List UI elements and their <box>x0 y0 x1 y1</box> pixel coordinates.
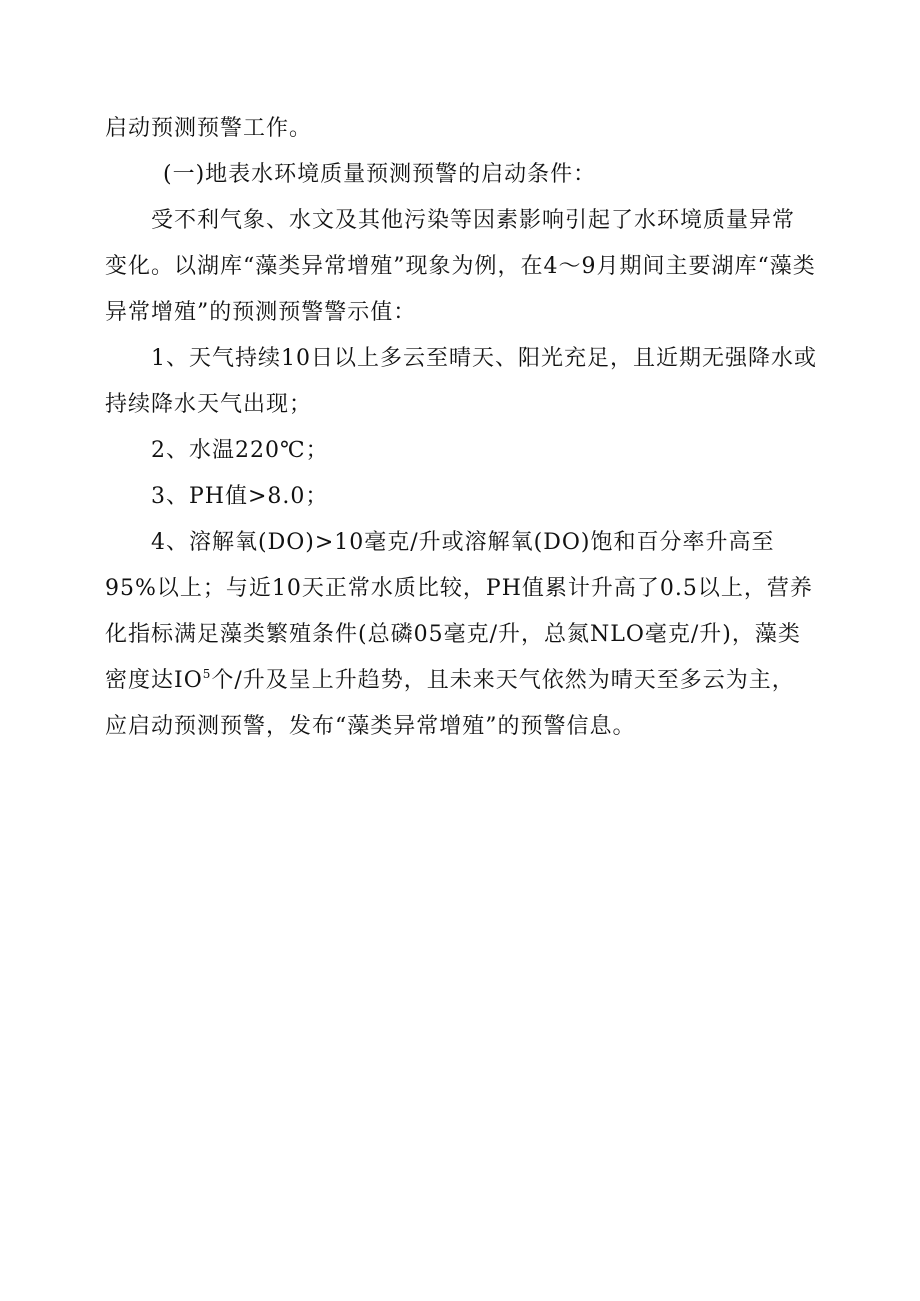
paragraph-continuation: 启动预测预警工作。 <box>105 116 313 141</box>
condition-item-4-text-a: 4、溶解氧(DO)>10毫克/升或溶解氧(DO)饱和百分率升高至95%以上；与近10天正常水质比较，PH值累计升高了0.5以上，营养化指标满足藻类繁殖条件(总磷05毫克/升，总氮NLO毫克/升)，藻类密度达IO <box>105 530 813 693</box>
condition-item-4 <box>105 520 817 750</box>
condition-item-3: 3、PH值>8.0； <box>151 484 329 509</box>
intro-paragraph: 受不利气象、水文及其他污染等因素影响引起了水环境质量异常变化。以湖库“藻类异常增殖”现象为例，在4～9月期间主要湖库“藻类异常增殖”的预测预警警示值： <box>105 208 816 325</box>
document-body <box>105 106 817 750</box>
condition-item-1: 1、天气持续10日以上多云至晴天、阳光充足，且近期无强降水或持续降水天气出现； <box>105 346 817 417</box>
section-heading: (一)地表水环境质量预测预警的启动条件： <box>163 162 597 187</box>
superscript-exponent: 5 <box>202 667 212 681</box>
condition-item-4-text-b: 个/升及呈上升趋势，且未来天气依然为晴天至多云为主，应启动预测预警，发布“藻类异常增殖”的预警信息。 <box>105 668 795 739</box>
condition-item-2: 2、水温220℃； <box>151 438 329 463</box>
